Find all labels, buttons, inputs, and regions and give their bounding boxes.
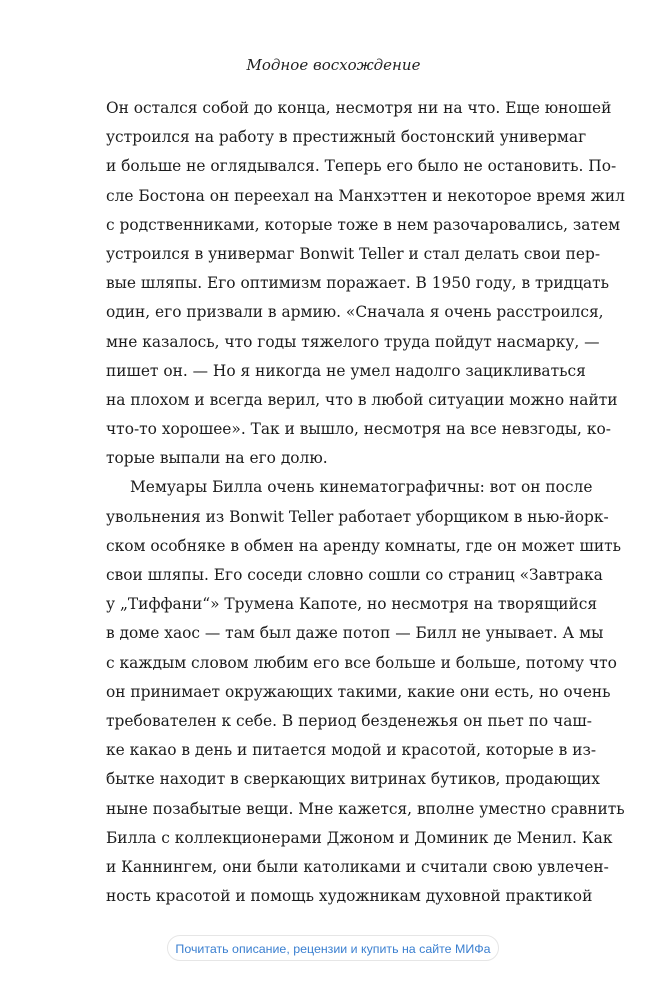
text-line: у „Тиффани“» Трумена Капоте, но несмотря на творящийся <box>106 595 598 614</box>
text-line: устроился на работу в престижный бостонский универмаг <box>106 128 587 147</box>
text-line: с каждым словом любим его все больше и больше, потому что <box>106 653 617 672</box>
text-line: устроился в универмаг Bonwit Teller и стал делать свои пер- <box>106 244 601 263</box>
text-line: мне казалось, что годы тяжелого труда пойдут насмарку, — <box>106 332 600 351</box>
text-line: и Каннингем, они были католиками и считали свою увлечен- <box>106 857 609 876</box>
text-line: на плохом и всегда верил, что в любой ситуации можно найти <box>106 390 618 409</box>
text-line: в доме хаос — там был даже потоп — Билл не унывает. А мы <box>106 624 604 643</box>
text-line: ныне позабытые вещи. Мне кажется, вполне уместно сравнить <box>106 799 625 818</box>
text-line: торые выпали на его долю. <box>106 449 328 468</box>
running-head: Модное восхождение <box>246 56 421 74</box>
paragraph <box>106 94 625 473</box>
text-line: бытке находит в сверкающих витринах бутиков, продающих <box>106 770 600 789</box>
text-line: и больше не оглядывался. Теперь его было не остановить. По- <box>106 157 617 176</box>
text-line: сле Бостона он переехал на Манхэттен и некоторое время жил <box>106 186 625 205</box>
text-line: Билла с коллекционерами Джоном и Доминик де Менил. Как <box>106 828 613 847</box>
text-line: с родственниками, которые тоже в нем разочаровались, затем <box>106 215 621 234</box>
text-line: один, его призвали в армию. «Сначала я очень расстроился, <box>106 303 604 322</box>
text-line: увольнения из Bonwit Teller работает уборщиком в нью-йорк- <box>106 507 609 526</box>
buy-on-mif-link[interactable]: Почитать описание, рецензии и купить на сайте МИФа <box>167 935 499 961</box>
text-line: что-то хорошее». Так и вышло, несмотря на все невзгоды, ко- <box>106 420 611 439</box>
body-text <box>106 94 625 911</box>
text-line: свои шляпы. Его соседи словно сошли со страниц «Завтрака <box>106 566 603 584</box>
text-line: Мемуары Билла очень кинематографичны: вот он после <box>130 478 593 497</box>
text-line: ке какао в день и питается модой и красотой, которые в из- <box>106 741 597 760</box>
text-line: ность красотой и помощь художникам духовной практикой <box>106 887 593 906</box>
paragraph <box>106 473 625 911</box>
text-line: он принимает окружающих такими, какие они есть, но очень <box>106 682 611 701</box>
text-line: ском особняке в обмен на аренду комнаты, где он может шить <box>106 536 622 555</box>
text-line: пишет он. — Но я никогда не умел надолго зацикливаться <box>106 361 586 380</box>
text-line: требователен к себе. В период безденежья он пьет по чаш- <box>106 711 592 730</box>
text-line: Он остался собой до конца, несмотря ни на что. Еще юношей <box>106 99 612 117</box>
text-line: вые шляпы. Его оптимизм поражает. В 1950 году, в тридцать <box>106 274 610 293</box>
